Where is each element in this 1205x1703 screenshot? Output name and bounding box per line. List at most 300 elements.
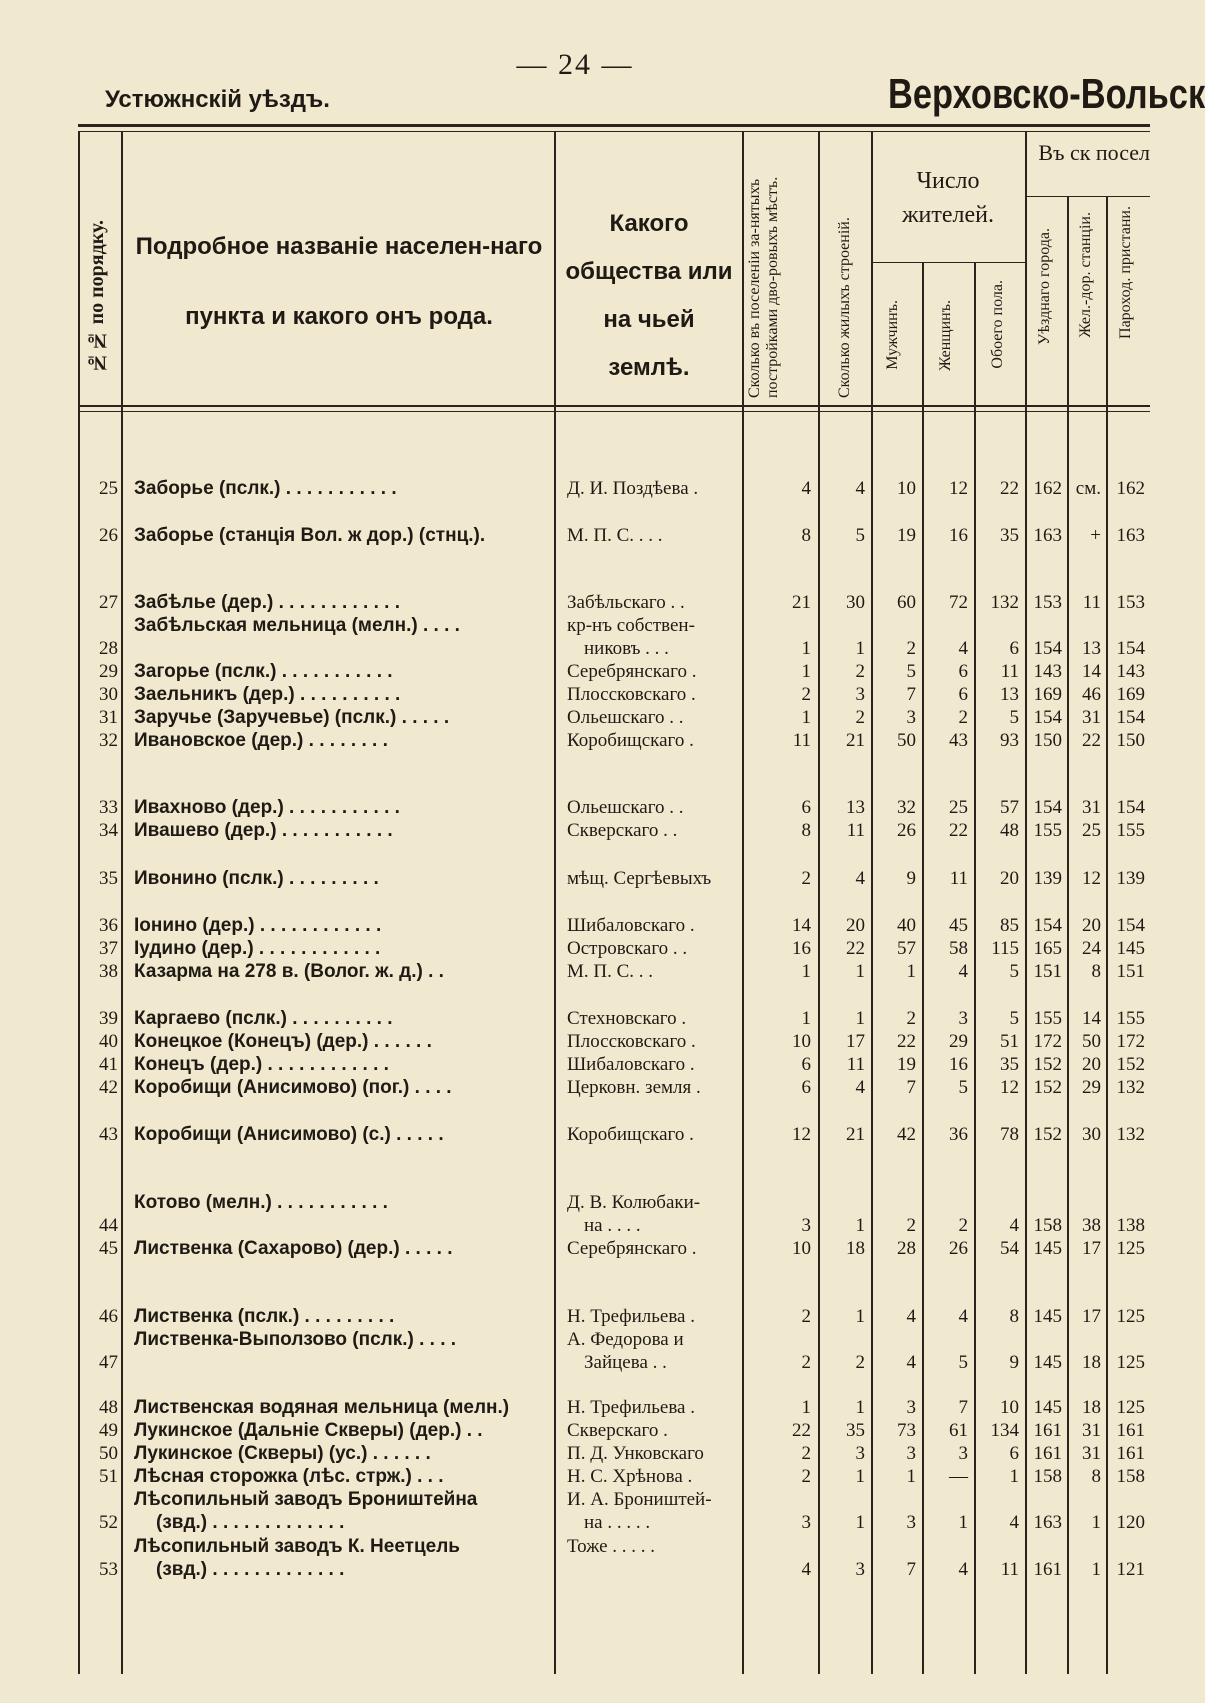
row-land: М. П. С. . . . — [567, 525, 663, 546]
row-m: 26 — [897, 820, 916, 841]
row-town: 153 — [1033, 592, 1062, 613]
row-land: Ольешскаго . . — [567, 797, 684, 818]
row-name: Лиственская водяная мельница (мелн.) — [134, 1397, 510, 1418]
row-town: 154 — [1033, 707, 1062, 728]
row-number: 45 — [99, 1238, 118, 1259]
row-t: 11 — [1000, 661, 1019, 682]
row-land: Н. С. Хрѣнова . — [567, 1466, 693, 1487]
row-f: 2 — [958, 1215, 968, 1236]
header-rail: Жел.-дор. станціи. — [1077, 212, 1094, 338]
row-bld: 3 — [855, 1443, 865, 1464]
row-town: 163 — [1033, 525, 1062, 546]
row-bld: 5 — [855, 525, 865, 546]
row-plots: 1 — [801, 638, 811, 659]
row-name: Ивахново (дер.) . . . . . . . . . . . — [134, 797, 400, 818]
row-number: 32 — [99, 730, 118, 751]
row-town: 145 — [1033, 1238, 1062, 1259]
header-buildings: Сколько жилыхъ строеній. — [836, 217, 853, 398]
row-plots: 6 — [801, 1054, 811, 1075]
row-bld: 20 — [846, 915, 865, 936]
row-pier: 125 — [1116, 1397, 1145, 1418]
row-m: 9 — [906, 868, 916, 889]
row-m: 7 — [906, 1077, 916, 1098]
row-number: 38 — [99, 961, 118, 982]
row-plots: 6 — [801, 1077, 811, 1098]
row-plots: 4 — [801, 1559, 811, 1580]
row-name-cont: (звд.) . . . . . . . . . . . . . — [156, 1559, 345, 1580]
row-rail: 25 — [1082, 820, 1101, 841]
row-number: 26 — [99, 525, 118, 546]
row-m: 2 — [906, 1215, 916, 1236]
row-number: 39 — [99, 1008, 118, 1029]
header-pier: Пароход. пристани. — [1117, 206, 1134, 339]
row-name: Коробищи (Анисимово) (с.) . . . . . — [134, 1124, 444, 1145]
row-number: 40 — [99, 1031, 118, 1052]
row-pier: 163 — [1116, 525, 1145, 546]
row-m: 7 — [906, 684, 916, 705]
row-land: Д. И. Поздѣева . — [567, 478, 699, 499]
row-number: 37 — [99, 938, 118, 959]
row-f: 4 — [958, 961, 968, 982]
row-rail: 46 — [1082, 684, 1101, 705]
row-rail: 31 — [1082, 707, 1101, 728]
row-t: 132 — [990, 592, 1019, 613]
row-bld: 2 — [855, 707, 865, 728]
row-pier: 132 — [1116, 1124, 1145, 1145]
row-name: Заборье (пслк.) . . . . . . . . . . . — [134, 478, 397, 499]
row-f: 43 — [949, 730, 968, 751]
row-town: 145 — [1033, 1397, 1062, 1418]
row-name: Лиственка (Сахарово) (дер.) . . . . . — [134, 1238, 453, 1259]
row-land: Коробищскаго . — [567, 1124, 694, 1145]
row-m: 73 — [897, 1420, 916, 1441]
row-pier: 139 — [1116, 868, 1145, 889]
row-t: 134 — [990, 1420, 1019, 1441]
row-land: Шибаловскаго . — [567, 1054, 695, 1075]
row-t: 11 — [1000, 1559, 1019, 1580]
row-rail: 18 — [1082, 1397, 1101, 1418]
row-rail: 14 — [1082, 661, 1101, 682]
row-rail: 38 — [1082, 1215, 1101, 1236]
row-rail: 12 — [1082, 868, 1101, 889]
row-pier: 150 — [1116, 730, 1145, 751]
row-m: 40 — [897, 915, 916, 936]
row-plots: 10 — [792, 1031, 811, 1052]
row-number: 52 — [99, 1512, 118, 1533]
row-f: 16 — [949, 525, 968, 546]
row-town: 162 — [1033, 478, 1062, 499]
row-m: 60 — [897, 592, 916, 613]
row-m: 57 — [897, 938, 916, 959]
row-land: И. А. Броништей- — [567, 1489, 712, 1510]
row-land-cont: на . . . . — [584, 1215, 641, 1236]
row-t: 54 — [1000, 1238, 1019, 1259]
row-pier: 169 — [1116, 684, 1145, 705]
row-town: 163 — [1033, 1512, 1062, 1533]
row-t: 85 — [1000, 915, 1019, 936]
row-rail: 14 — [1082, 1008, 1101, 1029]
row-town: 152 — [1033, 1077, 1062, 1098]
row-pier: 172 — [1116, 1031, 1145, 1052]
row-t: 5 — [1009, 961, 1019, 982]
row-f: 4 — [958, 1559, 968, 1580]
row-bld: 4 — [855, 1077, 865, 1098]
row-land: Плоссковскаго . — [567, 684, 696, 705]
row-number: 35 — [99, 868, 118, 889]
row-town: 158 — [1033, 1466, 1062, 1487]
row-rail: 13 — [1082, 638, 1101, 659]
row-m: 5 — [906, 661, 916, 682]
row-rail: 31 — [1082, 1420, 1101, 1441]
row-m: 7 — [906, 1559, 916, 1580]
row-m: 3 — [906, 1397, 916, 1418]
row-rail: 31 — [1082, 797, 1101, 818]
row-bld: 2 — [855, 661, 865, 682]
row-f: 2 — [958, 707, 968, 728]
row-m: 10 — [897, 478, 916, 499]
row-t: 22 — [1000, 478, 1019, 499]
row-t: 20 — [1000, 868, 1019, 889]
header-distance: Въ ск посел — [1038, 140, 1150, 165]
row-plots: 3 — [801, 1215, 811, 1236]
row-pier: 154 — [1116, 797, 1145, 818]
row-town: 154 — [1033, 915, 1062, 936]
row-town: 172 — [1033, 1031, 1062, 1052]
row-pier: 143 — [1116, 661, 1145, 682]
row-name: Лукинское (Дальніе Скверы) (дер.) . . — [134, 1420, 483, 1441]
row-bld: 3 — [855, 684, 865, 705]
row-f: 25 — [949, 797, 968, 818]
row-t: 115 — [991, 938, 1019, 959]
row-pier: 158 — [1116, 1466, 1145, 1487]
row-name: Заборье (станція Вол. ж дор.) (стнц.). — [134, 525, 486, 546]
row-t: 78 — [1000, 1124, 1019, 1145]
row-t: 8 — [1009, 1306, 1019, 1327]
row-bld: 13 — [846, 797, 865, 818]
row-t: 51 — [1000, 1031, 1019, 1052]
row-name: Ивонино (пслк.) . . . . . . . . . — [134, 868, 379, 889]
row-t: 35 — [1000, 525, 1019, 546]
row-pier: 121 — [1116, 1559, 1145, 1580]
row-land: Скверскаго . . — [567, 820, 678, 841]
row-rail: 30 — [1082, 1124, 1101, 1145]
volost-title: Верховско-Вольск — [888, 70, 1205, 117]
row-number: 50 — [99, 1443, 118, 1464]
row-land: Н. Трефильева . — [567, 1306, 695, 1327]
row-land: Скверскаго . — [567, 1420, 668, 1441]
page-number: — 24 — — [516, 48, 634, 81]
row-bld: 1 — [855, 1397, 865, 1418]
row-town: 155 — [1033, 1008, 1062, 1029]
row-plots: 14 — [792, 915, 811, 936]
row-t: 5 — [1009, 1008, 1019, 1029]
row-land-cont: на . . . . . — [584, 1512, 651, 1533]
row-town: 152 — [1033, 1054, 1062, 1075]
row-bld: 11 — [846, 820, 865, 841]
row-bld: 4 — [855, 478, 865, 499]
row-name: Лиственка-Выползово (пслк.) . . . . — [134, 1329, 457, 1350]
row-land: Плоссковскаго . — [567, 1031, 696, 1052]
row-number: 49 — [99, 1420, 118, 1441]
row-bld: 1 — [855, 1512, 865, 1533]
row-number: 53 — [99, 1559, 118, 1580]
row-t: 4 — [1009, 1215, 1019, 1236]
row-number: 51 — [99, 1466, 118, 1487]
row-f: 5 — [958, 1352, 968, 1373]
row-town: 145 — [1033, 1306, 1062, 1327]
row-name: Лиственка (пслк.) . . . . . . . . . — [134, 1306, 395, 1327]
row-town: 169 — [1033, 684, 1062, 705]
row-number: 47 — [99, 1352, 118, 1373]
row-m: 3 — [906, 1512, 916, 1533]
row-t: 10 — [1000, 1397, 1019, 1418]
row-t: 48 — [1000, 820, 1019, 841]
uezd-title: Устюжнскій уѣздъ. — [105, 86, 330, 113]
row-m: 3 — [906, 707, 916, 728]
row-f: 12 — [949, 478, 968, 499]
row-pier: 154 — [1116, 707, 1145, 728]
row-town: 151 — [1033, 961, 1062, 982]
row-name: Іудино (дер.) . . . . . . . . . . . . — [134, 938, 381, 959]
row-bld: 18 — [846, 1238, 865, 1259]
header-inhabitants: Число жителей. — [901, 168, 995, 228]
row-pier: 125 — [1116, 1306, 1145, 1327]
row-land: Тоже . . . . . — [567, 1536, 656, 1557]
row-t: 13 — [1000, 684, 1019, 705]
row-m: 42 — [897, 1124, 916, 1145]
row-t: 1 — [1009, 1466, 1019, 1487]
row-rail: 8 — [1091, 1466, 1101, 1487]
row-plots: 6 — [801, 797, 811, 818]
row-land-cont: Зайцева . . — [584, 1352, 667, 1373]
row-plots: 2 — [801, 1306, 811, 1327]
row-town: 139 — [1033, 868, 1062, 889]
row-bld: 1 — [855, 1466, 865, 1487]
row-land: Островскаго . . — [567, 938, 688, 959]
row-f: 61 — [949, 1420, 968, 1441]
row-plots: 12 — [792, 1124, 811, 1145]
row-name: Каргаево (пслк.) . . . . . . . . . . — [134, 1008, 393, 1029]
row-rail: 11 — [1082, 592, 1101, 613]
row-bld: 2 — [855, 1352, 865, 1373]
row-m: 1 — [906, 1466, 916, 1487]
row-t: 6 — [1009, 1443, 1019, 1464]
row-town: 150 — [1033, 730, 1062, 751]
row-number: 30 — [99, 684, 118, 705]
row-bld: 35 — [846, 1420, 865, 1441]
row-land: Стехновскаго . — [567, 1008, 687, 1029]
row-rail: 17 — [1082, 1306, 1101, 1327]
header-land: Какого общества или на чьей землѣ. — [565, 210, 733, 381]
row-plots: 1 — [801, 661, 811, 682]
row-m: 2 — [906, 1008, 916, 1029]
row-f: 4 — [958, 638, 968, 659]
row-m: 3 — [906, 1443, 916, 1464]
row-rail: 24 — [1082, 938, 1101, 959]
row-land: мѣщ. Сергѣевыхъ — [567, 868, 712, 889]
row-plots: 8 — [801, 525, 811, 546]
row-pier: 154 — [1116, 638, 1145, 659]
row-bld: 1 — [855, 638, 865, 659]
row-name: Лѣсопильный заводъ К. Неетцель — [134, 1536, 460, 1557]
row-name: Заельникъ (дер.) . . . . . . . . . . — [134, 684, 401, 705]
row-name: Забѣлье (дер.) . . . . . . . . . . . . — [134, 592, 401, 613]
row-rail: 20 — [1082, 915, 1101, 936]
row-rail: 20 — [1082, 1054, 1101, 1075]
row-bld: 1 — [855, 1215, 865, 1236]
row-m: 32 — [897, 797, 916, 818]
row-rail: см. — [1075, 478, 1101, 499]
row-plots: 2 — [801, 1466, 811, 1487]
row-name: Казарма на 278 в. (Волог. ж. д.) . . — [134, 961, 444, 982]
row-land: Церковн. земля . — [567, 1077, 701, 1098]
row-f: 22 — [949, 820, 968, 841]
header-men: Мужчинъ. — [884, 300, 901, 370]
row-f: 45 — [949, 915, 968, 936]
row-town: 152 — [1033, 1124, 1062, 1145]
row-name: Лѣсопильный заводъ Броништейна — [134, 1489, 478, 1510]
row-f: 5 — [958, 1077, 968, 1098]
row-number: 36 — [99, 915, 118, 936]
row-bld: 3 — [855, 1559, 865, 1580]
row-f: 3 — [958, 1443, 968, 1464]
row-t: 4 — [1009, 1512, 1019, 1533]
row-rail: 31 — [1082, 1443, 1101, 1464]
row-town: 154 — [1033, 797, 1062, 818]
row-pier: 125 — [1116, 1352, 1145, 1373]
row-pier: 155 — [1116, 1008, 1145, 1029]
row-plots: 2 — [801, 684, 811, 705]
row-number: 27 — [99, 592, 118, 613]
row-land: Серебрянскаго . — [567, 661, 697, 682]
row-m: 2 — [906, 638, 916, 659]
row-land: Ольешскаго . . — [567, 707, 684, 728]
row-plots: 16 — [792, 938, 811, 959]
row-number: 43 — [99, 1124, 118, 1145]
row-number: 41 — [99, 1054, 118, 1075]
row-name: Заручье (Заручевье) (пслк.) . . . . . — [134, 707, 450, 728]
row-pier: 161 — [1116, 1443, 1145, 1464]
row-rail: 17 — [1082, 1238, 1101, 1259]
row-number: 48 — [99, 1397, 118, 1418]
row-f: 7 — [958, 1397, 968, 1418]
row-land: М. П. С. . . — [567, 961, 654, 982]
row-land: Коробищскаго . — [567, 730, 694, 751]
header-name: Подробное названіе населен-наго пункта и какого онъ рода. — [135, 233, 543, 330]
row-name-cont: (звд.) . . . . . . . . . . . . . — [156, 1512, 345, 1533]
row-number: 34 — [99, 820, 118, 841]
row-f: 29 — [949, 1031, 968, 1052]
row-plots: 10 — [792, 1238, 811, 1259]
row-land: Забѣльскаго . . — [567, 592, 685, 613]
row-f: 58 — [949, 938, 968, 959]
row-rail: 8 — [1091, 961, 1101, 982]
row-bld: 30 — [846, 592, 865, 613]
row-number: 33 — [99, 797, 118, 818]
row-name: Ивановское (дер.) . . . . . . . . — [134, 730, 388, 751]
row-number: 25 — [99, 478, 118, 499]
row-pier: 132 — [1116, 1077, 1145, 1098]
row-pier: 145 — [1116, 938, 1145, 959]
row-number: 44 — [99, 1215, 118, 1236]
row-name: Конецкое (Конецъ) (дер.) . . . . . . — [134, 1031, 432, 1052]
row-m: 50 — [897, 730, 916, 751]
row-name: Лукинское (Скверы) (ус.) . . . . . . — [134, 1443, 431, 1464]
row-plots: 4 — [801, 478, 811, 499]
row-f: 4 — [958, 1306, 968, 1327]
row-name: Загорье (пслк.) . . . . . . . . . . . — [134, 661, 393, 682]
row-town: 158 — [1033, 1215, 1062, 1236]
row-number: 42 — [99, 1077, 118, 1098]
row-t: 93 — [1000, 730, 1019, 751]
row-m: 19 — [897, 1054, 916, 1075]
row-town: 165 — [1033, 938, 1062, 959]
row-f: 3 — [958, 1008, 968, 1029]
row-plots: 2 — [801, 1352, 811, 1373]
header-town: Уѣзднаго города. — [1036, 228, 1053, 345]
header-plots: Сколько въ поселеніи за-нятыхъ постройками дво-ровыхъ мѣстъ. — [746, 176, 781, 398]
row-plots: 8 — [801, 820, 811, 841]
header-no: №№ по порядку. — [86, 220, 108, 374]
row-land: кр-нъ собствен- — [567, 615, 695, 636]
row-t: 9 — [1009, 1352, 1019, 1373]
row-plots: 2 — [801, 1443, 811, 1464]
row-name: Лѣсная сторожка (лѣс. стрж.) . . . — [134, 1466, 444, 1487]
row-pier: 155 — [1116, 820, 1145, 841]
row-bld: 17 — [846, 1031, 865, 1052]
row-number: 28 — [99, 638, 118, 659]
row-land: Серебрянскаго . — [567, 1238, 697, 1259]
row-t: 57 — [1000, 797, 1019, 818]
row-name: Коробищи (Анисимово) (пог.) . . . . — [134, 1077, 452, 1098]
row-bld: 4 — [855, 868, 865, 889]
row-name: Котово (мелн.) . . . . . . . . . . . — [134, 1192, 388, 1213]
row-name: Конецъ (дер.) . . . . . . . . . . . . — [134, 1054, 389, 1075]
row-land: Н. Трефильева . — [567, 1397, 695, 1418]
row-plots: 1 — [801, 1397, 811, 1418]
row-name: Ивашево (дер.) . . . . . . . . . . . — [134, 820, 393, 841]
row-plots: 1 — [801, 707, 811, 728]
row-town: 154 — [1033, 638, 1062, 659]
row-t: 5 — [1009, 707, 1019, 728]
row-pier: 152 — [1116, 1054, 1145, 1075]
row-number: 31 — [99, 707, 118, 728]
row-rail: + — [1090, 525, 1101, 546]
row-rail: 22 — [1082, 730, 1101, 751]
row-m: 4 — [906, 1306, 916, 1327]
row-land: Д. В. Колюбаки- — [567, 1192, 701, 1213]
row-f: 36 — [949, 1124, 968, 1145]
row-m: 19 — [897, 525, 916, 546]
row-t: 35 — [1000, 1054, 1019, 1075]
row-pier: 151 — [1116, 961, 1145, 982]
row-plots: 22 — [792, 1420, 811, 1441]
row-f: — — [949, 1466, 968, 1487]
row-pier: 120 — [1116, 1512, 1145, 1533]
row-plots: 2 — [801, 868, 811, 889]
row-rail: 29 — [1082, 1077, 1101, 1098]
row-plots: 3 — [801, 1512, 811, 1533]
row-bld: 11 — [846, 1054, 865, 1075]
row-bld: 1 — [855, 1008, 865, 1029]
row-t: 6 — [1009, 638, 1019, 659]
row-name: Забѣльская мельница (мелн.) . . . . — [134, 615, 460, 636]
row-town: 155 — [1033, 820, 1062, 841]
row-m: 28 — [897, 1238, 916, 1259]
row-town: 161 — [1033, 1559, 1062, 1580]
row-land: А. Федорова и — [567, 1329, 684, 1350]
row-bld: 1 — [855, 1306, 865, 1327]
